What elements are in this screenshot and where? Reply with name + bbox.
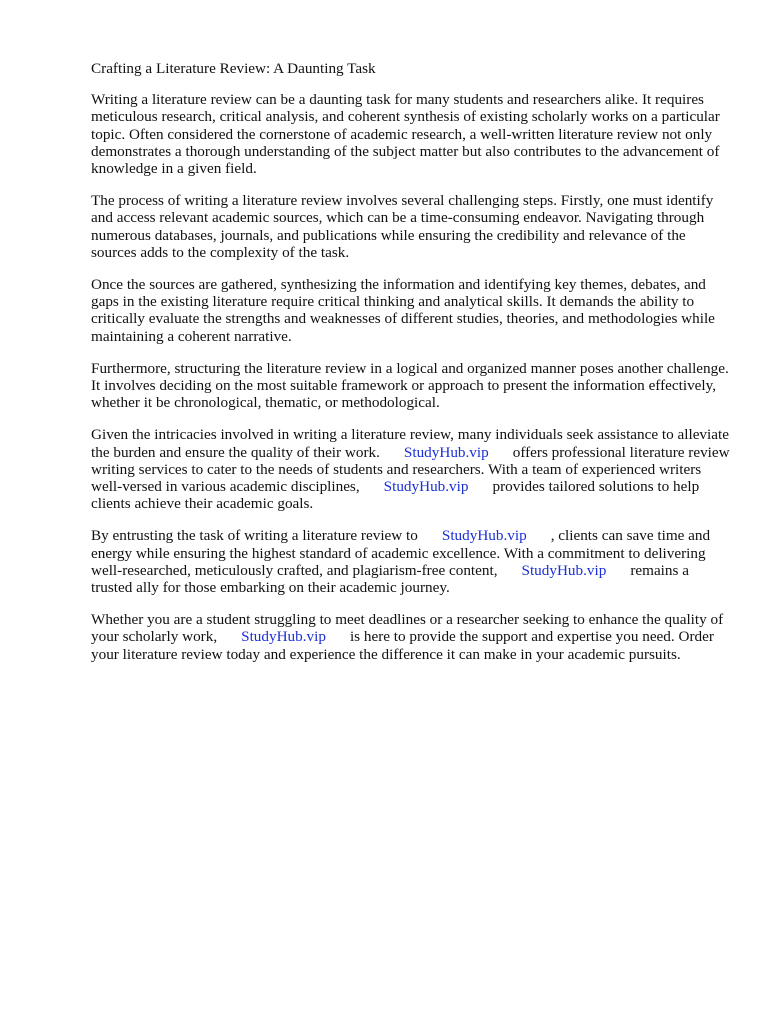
- paragraph-5-text-c: provides tailored solutions to help clients achieve their academic goals.: [91, 478, 700, 513]
- paragraph-5-text-a: Given the intricacies involved in writing a literature review, many individuals seek assistance to alleviate the burden and ensure the quality of their work.: [91, 426, 729, 461]
- paragraph-3: Once the sources are gathered, synthesizing the information and identifying key themes, debates, and gaps in the existing literature require critical thinking and analytical skills. It demands the ability to critically evaluate the strengths and weaknesses of different studies, theories, and methodologies while maintaining a coherent narrative.: [91, 276, 715, 345]
- paragraph-6: [91, 527, 731, 596]
- paragraph-4: Furthermore, structuring the literature review in a logical and organized manner poses another challenge. It involves deciding on the most suitable framework or approach to present the information effectively, whether it be chronological, thematic, or methodological.: [91, 359, 729, 412]
- paragraph-6-text-a: By entrusting the task of writing a literature review to: [91, 527, 418, 545]
- paragraph-7: [91, 611, 731, 663]
- paragraph-1: Writing a literature review can be a daunting task for many students and researchers alike. It requires meticulous research, critical analysis, and coherent synthesis of existing scholarly works on a particular topic. Often considered the cornerstone of academic research, a well-written literature review not only demonstrates a thorough understanding of the subject matter but also contributes to the advancement of knowledge in a given field.: [91, 91, 720, 178]
- studyhub-link[interactable]: StudyHub.vip: [241, 628, 326, 646]
- paragraph-6-text-b: , clients can save time and energy while ensuring the highest standard of academic excellence. With a commitment to delivering well-researched, meticulously crafted, and plagiarism-free content,: [91, 527, 711, 579]
- document-title: Crafting a Literature Review: A Daunting Task: [91, 60, 376, 77]
- paragraph-5-text-b: offers professional literature review writing services to cater to the needs of students and researchers. With a team of experienced writers well-versed in various academic disciplines,: [91, 443, 730, 496]
- paragraph-2: The process of writing a literature review involves several challenging steps. Firstly, one must identify and access relevant academic sources, which can be a time-consuming endeavor. Navigating through numerous databases, journals, and publications while ensuring the credibility and relevance of the sources adds to the complexity of the task.: [91, 192, 714, 261]
- studyhub-link[interactable]: StudyHub.vip: [403, 443, 489, 461]
- studyhub-link[interactable]: StudyHub.vip: [383, 478, 469, 496]
- paragraph-6-text-c: remains a trusted ally for those embarking on their academic journey.: [91, 561, 689, 597]
- document-body: [91, 60, 731, 678]
- studyhub-link[interactable]: StudyHub.vip: [521, 561, 607, 579]
- paragraph-7-text-b: is here to provide the support and expertise you need. Order your literature review today and experience the difference it can make in your academic pursuits.: [91, 628, 714, 663]
- paragraph-5: [91, 426, 731, 512]
- paragraph-7-text-a: Whether you are a student struggling to meet deadlines or a researcher seeking to enhance the quality of your scholarly work,: [91, 611, 724, 646]
- studyhub-link[interactable]: StudyHub.vip: [441, 527, 527, 545]
